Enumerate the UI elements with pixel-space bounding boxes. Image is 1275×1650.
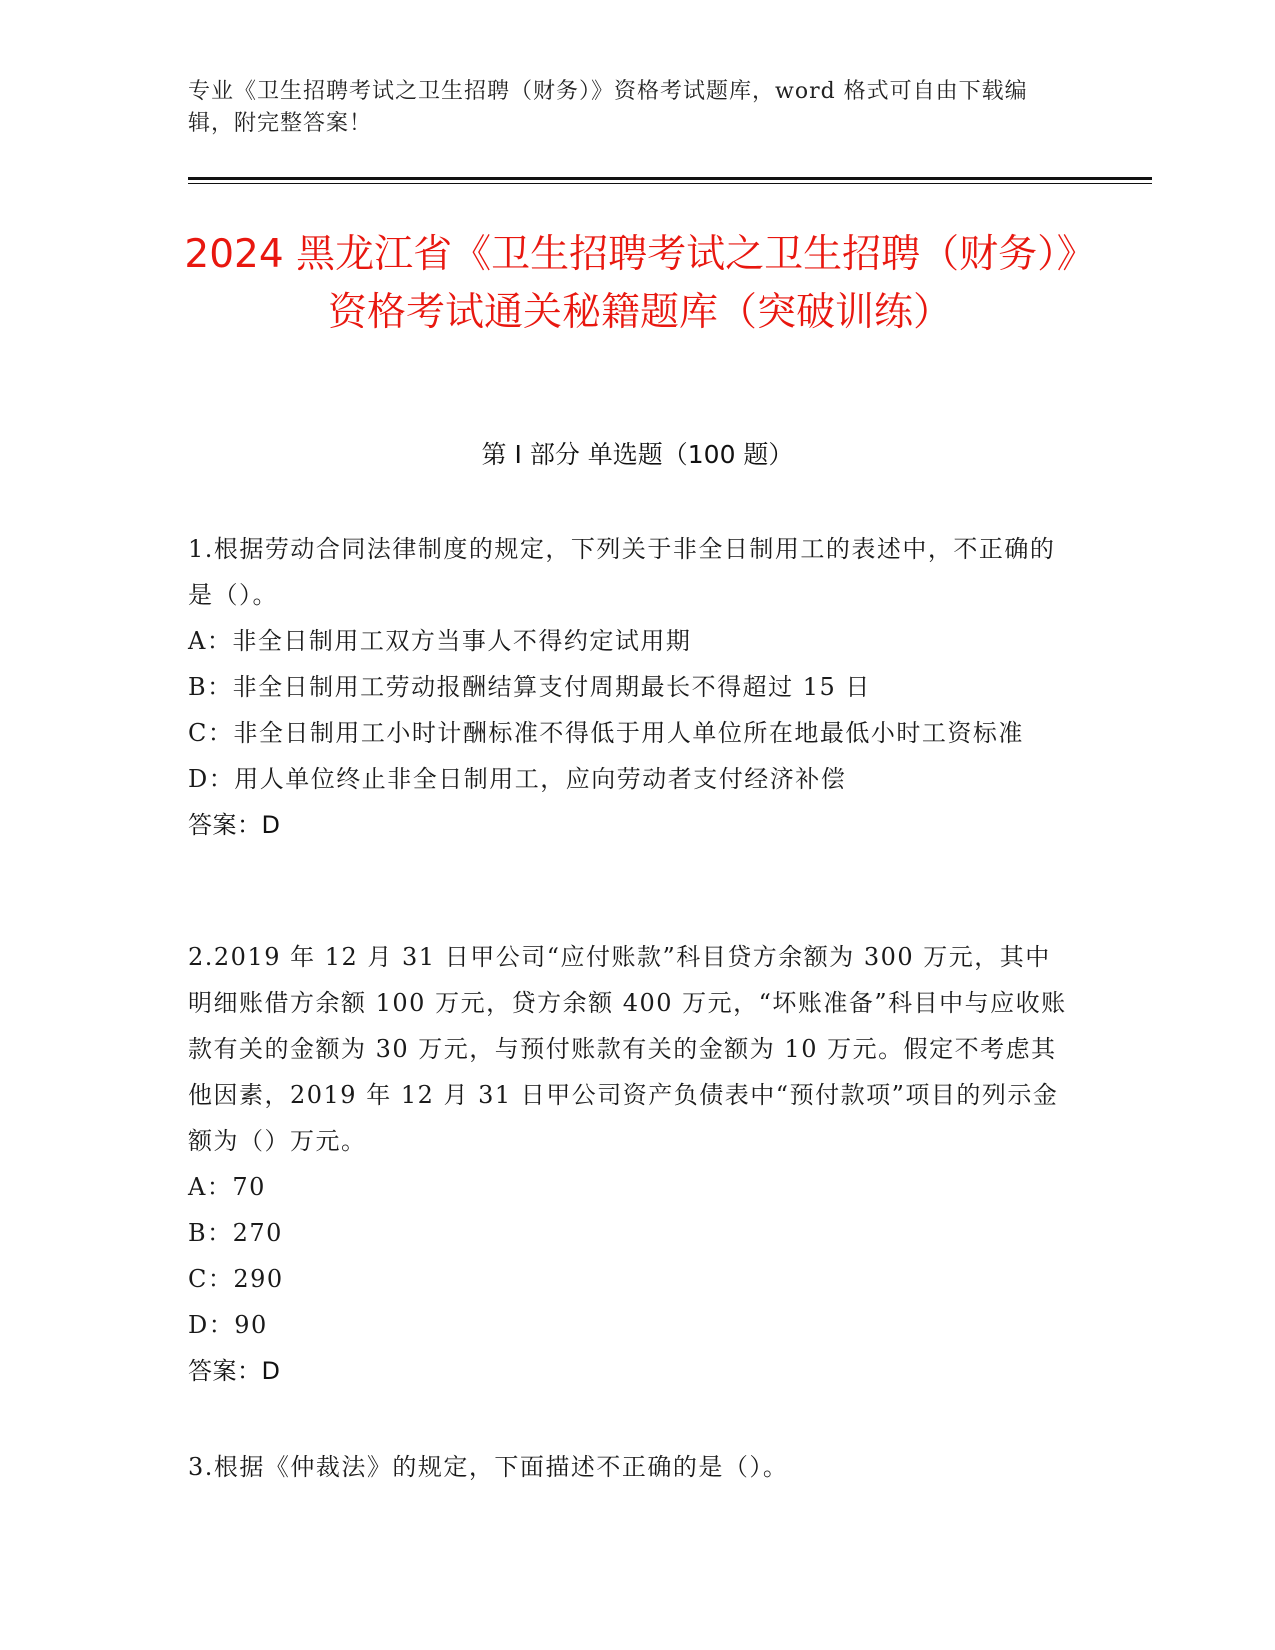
answer: 答案：D <box>188 811 281 839</box>
question-1 <box>188 526 1068 848</box>
option-b: B：非全日制用工劳动报酬结算支付周期最长不得超过 15 日 <box>188 673 871 701</box>
option-a: A：70 <box>188 1173 266 1201</box>
header-divider-thin <box>188 183 1152 184</box>
option-c: C：非全日制用工小时计酬标准不得低于用人单位所在地最低小时工资标准 <box>188 719 1024 747</box>
option-b: B：270 <box>188 1219 283 1247</box>
question-2 <box>188 934 1068 1394</box>
header-divider-thick <box>188 177 1152 180</box>
option-c: C：290 <box>188 1265 284 1293</box>
header-note: 专业《卫生招聘考试之卫生招聘（财务）》资格考试题库，word 格式可自由下载编辑，附完整答案！ <box>188 79 1028 136</box>
section-heading: 第 I 部分 单选题（100 题） <box>481 440 794 469</box>
option-a: A：非全日制用工双方当事人不得约定试用期 <box>188 627 692 655</box>
option-d: D：90 <box>188 1311 268 1339</box>
document-title: 2024 黑龙江省《卫生招聘考试之卫生招聘（财务）》资格考试通关秘籍题库（突破训练） <box>184 232 1096 335</box>
option-d: D：用人单位终止非全日制用工，应向劳动者支付经济补偿 <box>188 765 847 793</box>
answer: 答案：D <box>188 1357 281 1385</box>
question-stem: 3.根据《仲裁法》的规定，下面描述不正确的是（）。 <box>188 1453 789 1481</box>
question-3 <box>188 1444 1068 1490</box>
question-stem: 2.2019 年 12 月 31 日甲公司“应付账款”科目贷方余额为 300 万元，其中明细账借方余额 100 万元，贷方余额 400 万元，“坏账准备”科目中与应收账款有关的金额为 30 万元，与预付账款有关的金额为 10 万元。假定不考虑其他因素，2019 年 12 月 31 日甲公司资产负债表中“预付款项”项目的列示金额为（）万元。 <box>188 943 1067 1155</box>
question-stem: 1.根据劳动合同法律制度的规定，下列关于非全日制用工的表述中，不正确的是（）。 <box>188 535 1056 609</box>
